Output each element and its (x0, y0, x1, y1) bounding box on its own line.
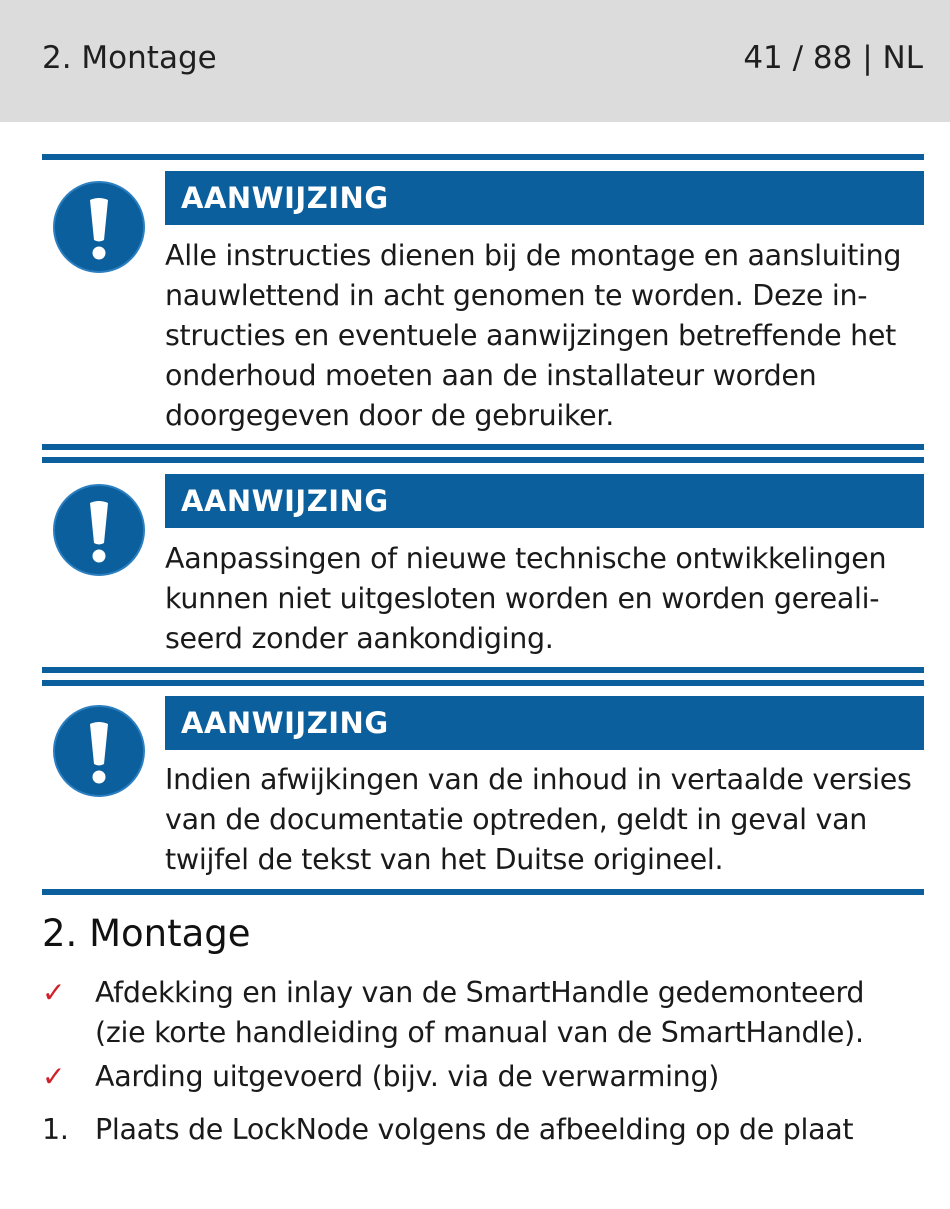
exclamation-icon (52, 180, 146, 274)
notice-box (42, 457, 924, 673)
list-item-text: Aarding uitgevoerd (bijv. via de verwarming) (95, 1060, 720, 1093)
notice-label: AANWIJZING (165, 171, 924, 225)
notice-label: AANWIJZING (165, 474, 924, 528)
notice-text: Aanpassingen of nieuwe technische ontwikkelingen kunnen niet uitgesloten worden en worden gereali- seerd zonder aankondiging. (165, 542, 887, 655)
header-page-info: 41 / 88 | NL (743, 40, 923, 76)
notice-box (42, 680, 924, 895)
notice-text: Indien afwijkingen van de inhoud in vertaalde versies van de documentatie optreden, geldt in geval van twijfel de tekst van het Duitse origineel. (165, 763, 912, 876)
notice-box (42, 154, 924, 450)
exclamation-icon (52, 483, 146, 577)
list-item-text: Afdekking en inlay van de SmartHandle gedemonteerd (zie korte handleiding of manual van de SmartHandle). (95, 976, 865, 1049)
checkmark-icon: ✓ (42, 1060, 66, 1093)
notice-text: Alle instructies dienen bij de montage en aansluiting nauwlettend in acht genomen te worden. Deze in- structies en eventuele aanwijzingen betreffende het onderhoud moeten aan de installateur worden doorgegeven door de gebruiker. (165, 239, 902, 432)
step-text: Plaats de LockNode volgens de afbeelding op de plaat (95, 1113, 854, 1146)
checkmark-icon: ✓ (42, 976, 66, 1009)
step-number: 1. (42, 1113, 69, 1146)
header-section-title: 2. Montage (42, 40, 217, 76)
notice-label: AANWIJZING (165, 696, 924, 750)
exclamation-icon (52, 704, 146, 798)
page-header (0, 0, 950, 122)
section-heading: 2. Montage (42, 912, 251, 955)
